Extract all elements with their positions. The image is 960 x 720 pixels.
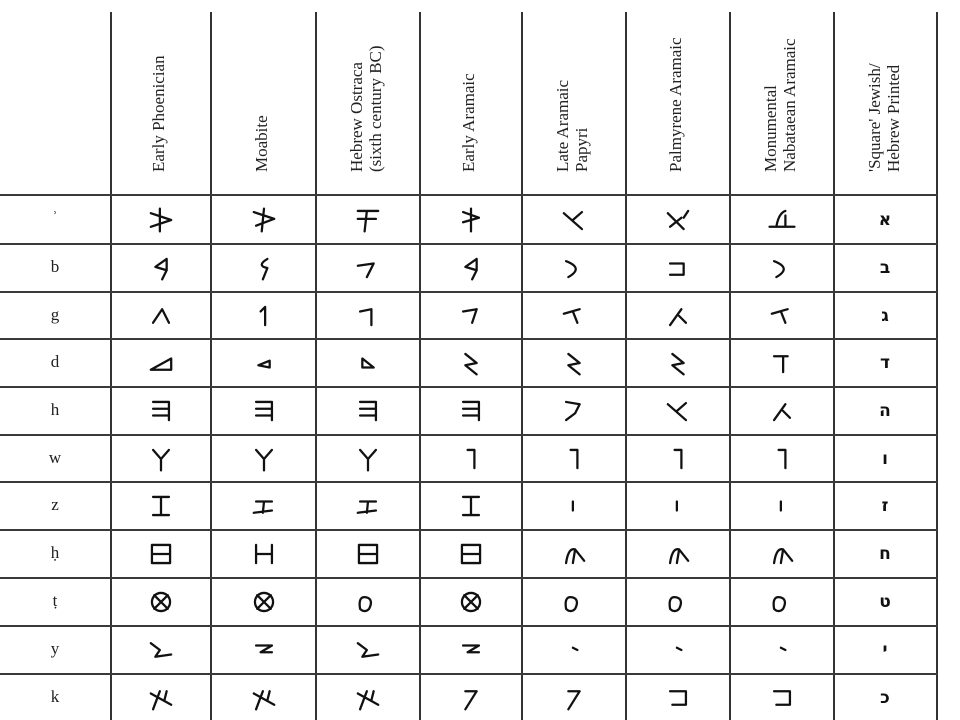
glyph-icon bbox=[144, 206, 178, 234]
glyph-cell bbox=[212, 293, 315, 338]
glyph-cell bbox=[731, 245, 833, 291]
glyph-icon bbox=[454, 540, 488, 568]
glyph-cell bbox=[523, 245, 625, 291]
glyph-cell bbox=[731, 579, 833, 625]
glyph-icon bbox=[351, 540, 385, 568]
glyph-icon bbox=[765, 492, 799, 520]
glyph-icon bbox=[557, 206, 591, 234]
column-header-label: Palmyrene Aramaic bbox=[666, 37, 685, 172]
glyph-icon bbox=[557, 349, 591, 377]
glyph-cell bbox=[317, 245, 419, 291]
glyph-cell bbox=[212, 579, 315, 625]
glyph-icon bbox=[454, 254, 488, 282]
column-header-nabataean-aramaic bbox=[729, 0, 833, 190]
glyph-cell bbox=[212, 340, 315, 386]
glyph-icon bbox=[351, 349, 385, 377]
glyph-icon bbox=[247, 349, 281, 377]
glyph-icon bbox=[765, 206, 799, 234]
glyph-cell bbox=[112, 627, 210, 673]
glyph-cell bbox=[317, 293, 419, 338]
glyph-cell bbox=[421, 245, 521, 291]
glyph-icon bbox=[144, 349, 178, 377]
glyph-cell bbox=[731, 627, 833, 673]
column-header-palmyrene-aramaic bbox=[625, 0, 729, 190]
hebrew-letter-cell: ה bbox=[879, 401, 891, 421]
glyph-cell bbox=[421, 436, 521, 481]
glyph-icon bbox=[351, 397, 385, 425]
glyph-cell bbox=[112, 483, 210, 529]
glyph-icon bbox=[144, 445, 178, 473]
translit-cell: h bbox=[50, 400, 60, 419]
glyph-icon bbox=[247, 397, 281, 425]
glyph-cell bbox=[112, 196, 210, 243]
glyph-cell bbox=[523, 675, 625, 720]
glyph-icon bbox=[557, 397, 591, 425]
glyph-cell bbox=[523, 579, 625, 625]
glyph-icon bbox=[454, 588, 488, 616]
glyph-icon bbox=[661, 492, 695, 520]
glyph-icon bbox=[351, 206, 385, 234]
translit-cell: g bbox=[50, 305, 60, 324]
glyph-cell bbox=[421, 196, 521, 243]
glyph-icon bbox=[351, 636, 385, 664]
glyph-icon bbox=[247, 588, 281, 616]
glyph-icon bbox=[351, 254, 385, 282]
hebrew-letter-cell: י bbox=[882, 640, 888, 660]
glyph-icon bbox=[661, 684, 695, 712]
glyph-cell bbox=[317, 388, 419, 434]
glyph-cell bbox=[212, 245, 315, 291]
glyph-icon bbox=[144, 302, 178, 330]
glyph-icon bbox=[765, 636, 799, 664]
glyph-cell bbox=[421, 627, 521, 673]
hebrew-letter-cell: ד bbox=[880, 353, 890, 373]
glyph-cell bbox=[112, 531, 210, 577]
glyph-cell bbox=[627, 627, 729, 673]
glyph-icon bbox=[144, 492, 178, 520]
glyph-icon bbox=[247, 492, 281, 520]
glyph-cell bbox=[627, 483, 729, 529]
glyph-icon bbox=[557, 492, 591, 520]
glyph-cell bbox=[731, 340, 833, 386]
glyph-icon bbox=[661, 540, 695, 568]
glyph-cell bbox=[112, 340, 210, 386]
column-header-label: Moabite bbox=[251, 115, 271, 172]
glyph-icon bbox=[765, 349, 799, 377]
glyph-icon bbox=[557, 636, 591, 664]
glyph-cell bbox=[317, 483, 419, 529]
glyph-icon bbox=[661, 254, 695, 282]
glyph-cell bbox=[523, 340, 625, 386]
glyph-icon bbox=[557, 684, 591, 712]
glyph-icon bbox=[247, 445, 281, 473]
translit-cell: ṭ bbox=[52, 591, 58, 610]
glyph-cell bbox=[212, 531, 315, 577]
hebrew-letter-cell: ו bbox=[882, 448, 888, 469]
glyph-cell bbox=[731, 388, 833, 434]
translit-cell: w bbox=[48, 448, 62, 467]
glyph-cell bbox=[317, 196, 419, 243]
column-header-hebrew-ostraca bbox=[315, 0, 419, 190]
translit-cell: b bbox=[50, 257, 60, 276]
glyph-icon bbox=[351, 302, 385, 330]
glyph-icon bbox=[144, 588, 178, 616]
glyph-cell bbox=[421, 579, 521, 625]
glyph-icon bbox=[247, 254, 281, 282]
hebrew-letter-cell: ג bbox=[881, 305, 889, 326]
glyph-icon bbox=[454, 397, 488, 425]
hebrew-letter-cell: ב bbox=[879, 258, 891, 278]
glyph-cell bbox=[627, 579, 729, 625]
glyph-cell bbox=[112, 436, 210, 481]
glyph-cell bbox=[317, 579, 419, 625]
glyph-icon bbox=[144, 397, 178, 425]
glyph-cell bbox=[523, 531, 625, 577]
glyph-cell bbox=[112, 579, 210, 625]
glyph-icon bbox=[144, 540, 178, 568]
hebrew-letter-cell: א bbox=[878, 209, 892, 230]
glyph-cell bbox=[317, 436, 419, 481]
column-header-square-hebrew bbox=[833, 0, 936, 190]
glyph-cell bbox=[212, 675, 315, 720]
translit-cell: y bbox=[50, 639, 60, 658]
translit-cell: d bbox=[50, 352, 60, 371]
glyph-cell bbox=[112, 675, 210, 720]
glyph-cell bbox=[112, 245, 210, 291]
glyph-cell bbox=[112, 388, 210, 434]
glyph-cell bbox=[731, 293, 833, 338]
glyph-cell bbox=[627, 531, 729, 577]
translit-cell: k bbox=[50, 687, 60, 706]
glyph-cell bbox=[627, 675, 729, 720]
glyph-cell bbox=[731, 531, 833, 577]
glyph-cell bbox=[523, 388, 625, 434]
column-header-label: Late Aramaic Papyri bbox=[553, 79, 591, 172]
glyph-icon bbox=[247, 684, 281, 712]
glyph-cell bbox=[212, 436, 315, 481]
glyph-icon bbox=[454, 445, 488, 473]
hebrew-letter-cell: ז bbox=[881, 496, 889, 516]
glyph-icon bbox=[351, 588, 385, 616]
glyph-icon bbox=[765, 445, 799, 473]
glyph-icon bbox=[557, 445, 591, 473]
glyph-cell bbox=[523, 627, 625, 673]
glyph-icon bbox=[557, 302, 591, 330]
hebrew-letter-cell: כ bbox=[880, 687, 890, 708]
glyph-icon bbox=[765, 588, 799, 616]
glyph-icon bbox=[765, 254, 799, 282]
column-header-early-phoenician bbox=[110, 0, 210, 190]
glyph-cell bbox=[627, 293, 729, 338]
glyph-cell bbox=[317, 627, 419, 673]
glyph-cell bbox=[523, 293, 625, 338]
glyph-cell bbox=[627, 340, 729, 386]
glyph-icon bbox=[765, 302, 799, 330]
glyph-icon bbox=[351, 684, 385, 712]
glyph-icon bbox=[661, 206, 695, 234]
glyph-icon bbox=[454, 492, 488, 520]
glyph-icon bbox=[144, 684, 178, 712]
glyph-icon bbox=[454, 206, 488, 234]
glyph-icon bbox=[557, 254, 591, 282]
glyph-icon bbox=[247, 540, 281, 568]
glyph-icon bbox=[765, 397, 799, 425]
hebrew-letter-cell: ח bbox=[879, 544, 891, 564]
glyph-cell bbox=[212, 388, 315, 434]
grid-vline bbox=[936, 12, 938, 720]
glyph-icon bbox=[557, 588, 591, 616]
glyph-icon bbox=[351, 492, 385, 520]
glyph-cell bbox=[421, 293, 521, 338]
glyph-cell bbox=[421, 388, 521, 434]
glyph-icon bbox=[144, 254, 178, 282]
glyph-cell bbox=[212, 483, 315, 529]
column-header-label: Early Aramaic bbox=[459, 73, 478, 172]
glyph-cell bbox=[421, 483, 521, 529]
glyph-cell bbox=[212, 627, 315, 673]
glyph-icon bbox=[557, 540, 591, 568]
translit-cell: ʾ bbox=[52, 208, 58, 227]
glyph-icon bbox=[454, 636, 488, 664]
translit-cell: ḥ bbox=[50, 543, 60, 562]
glyph-icon bbox=[144, 636, 178, 664]
glyph-icon bbox=[454, 302, 488, 330]
glyph-cell bbox=[627, 245, 729, 291]
glyph-icon bbox=[351, 445, 385, 473]
glyph-cell bbox=[212, 196, 315, 243]
glyph-icon bbox=[454, 684, 488, 712]
column-header-label: Hebrew Ostraca (sixth century BC) bbox=[347, 45, 385, 172]
glyph-icon bbox=[765, 684, 799, 712]
column-header-moabite bbox=[210, 0, 315, 190]
glyph-cell bbox=[731, 483, 833, 529]
glyph-cell bbox=[627, 388, 729, 434]
glyph-cell bbox=[112, 293, 210, 338]
glyph-icon bbox=[247, 206, 281, 234]
translit-cell: z bbox=[51, 495, 59, 514]
glyph-icon bbox=[247, 302, 281, 330]
column-header-late-aramaic-papyri bbox=[521, 0, 625, 190]
glyph-cell bbox=[731, 196, 833, 243]
glyph-icon bbox=[661, 349, 695, 377]
glyph-cell bbox=[627, 196, 729, 243]
glyph-cell bbox=[731, 436, 833, 481]
glyph-icon bbox=[661, 636, 695, 664]
glyph-cell bbox=[523, 483, 625, 529]
glyph-icon bbox=[661, 588, 695, 616]
glyph-icon bbox=[454, 349, 488, 377]
glyph-cell bbox=[421, 675, 521, 720]
hebrew-letter-cell: ט bbox=[879, 592, 891, 612]
glyph-icon bbox=[661, 302, 695, 330]
glyph-cell bbox=[523, 436, 625, 481]
glyph-cell bbox=[317, 675, 419, 720]
glyph-cell bbox=[421, 531, 521, 577]
column-header-early-aramaic bbox=[419, 0, 521, 190]
column-header-label: Early Phoenician bbox=[149, 55, 168, 172]
glyph-cell bbox=[421, 340, 521, 386]
glyph-icon bbox=[247, 636, 281, 664]
glyph-cell bbox=[317, 531, 419, 577]
glyph-cell bbox=[523, 196, 625, 243]
column-header-label: Monumental Nabataean Aramaic bbox=[761, 38, 799, 172]
glyph-cell bbox=[317, 340, 419, 386]
glyph-icon bbox=[765, 540, 799, 568]
glyph-cell bbox=[627, 436, 729, 481]
column-header-label: 'Square' Jewish/ Hebrew Printed bbox=[864, 63, 903, 172]
glyph-icon bbox=[661, 397, 695, 425]
glyph-cell bbox=[731, 675, 833, 720]
glyph-icon bbox=[661, 445, 695, 473]
